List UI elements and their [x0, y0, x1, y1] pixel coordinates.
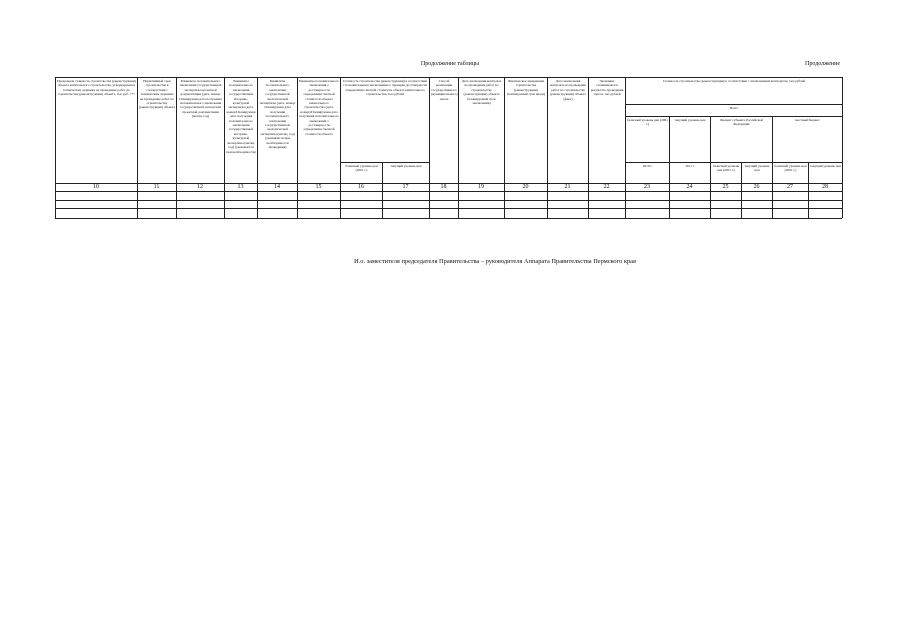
signature-line: И.о. заместителя председателя Правительства – руководителя Аппарата Правительства Пермского края — [354, 258, 636, 265]
header-state-expertise: Реквизиты положительного заключения государственной экспертизы проектной документации (дата, номер/Планируемая дата получения положительного заключения государственной экспертизы проектной документации (месяц, год) — [176, 77, 224, 183]
header-17-current-price: текущий уровень цен — [382, 162, 429, 183]
table-rule — [297, 183, 298, 218]
table-rule — [55, 208, 842, 209]
header-26-current-price: текущий уровень цен — [741, 162, 772, 183]
table-rule — [382, 183, 383, 218]
column-number: 28 — [822, 184, 828, 190]
header-historical-expertise: Реквизиты положительного заключения государственной историко-культурной экспертизы (дата, номер/Планируемая дата получения положительного заключения государственной историко-культурной экспертизы (месяц, год) (указывается при необходимости) — [224, 77, 257, 183]
table-rule — [808, 183, 809, 218]
header-contract-date-plan: Дата заключения контракта на проведение работ по строительству (реконструкции) объекта (планируемый срок заключения) — [458, 77, 504, 183]
table-rule — [588, 183, 589, 218]
header-cost-reliability: Реквизиты положительного заключения о достоверности определения сметной стоимости объекта капитального строительства (дата, номер)/Планируемая дата получения положительного заключения о достоверности определения сметной стоимости объекта — [297, 77, 340, 183]
table-rule — [504, 183, 505, 218]
table-rule — [176, 183, 177, 218]
header-23-base-price: базисный уровень цен (2001 г.) — [625, 116, 669, 162]
table-rule — [458, 183, 459, 218]
header-24-current-price: текущий уровень цен — [669, 116, 710, 162]
header-savings: Экономия, сложившаяся в результате проведения торгов, тыс.рублей — [588, 77, 625, 183]
header-contract-cost: Стоимость строительства (реконструкции) в соответствии с заключенным контрактом, тыс.рублей — [625, 77, 842, 104]
table-rule — [55, 183, 842, 184]
table-rule — [224, 183, 225, 218]
column-number: 13 — [237, 184, 244, 190]
table-rule — [340, 183, 341, 218]
table-continuation-caption: Продолжение таблицы — [420, 61, 480, 67]
table-rule — [55, 183, 56, 218]
header-normative-term: Нормативный срок строительства в соответствии с техническим заданием на проведение работ по строительству (реконструкции) объекта — [137, 77, 176, 183]
header-construction-cost: Стоимость строительства (реконструкции) в соответствии с положительным заключением о проверке достоверности определения сметной стоимости объекта капитального строительства, тыс.рублей — [340, 77, 429, 162]
column-number: 14 — [274, 184, 280, 190]
table-rule — [741, 183, 742, 218]
column-number: 22 — [603, 184, 610, 190]
table-rule — [625, 183, 626, 218]
header-25-base-price: базисный уровень цен (2001 г.) — [710, 162, 741, 183]
table-rule — [842, 77, 843, 218]
header-local-budget: местный бюджет — [772, 116, 842, 162]
header-year-2010: 2010 г. — [625, 162, 669, 183]
header-limit-cost: Предельная стоимость строительства (реконструкции) объекта капитального строительства, утвержденная в технических заданиях на проведение работ по строительству (реконструкции) объекта, тыс.руб. <*> — [55, 77, 137, 183]
column-number: 18 — [440, 184, 447, 190]
header-total: Всего — [625, 104, 842, 116]
column-number: 11 — [153, 184, 160, 190]
header-27-base-price: базисный уровень цен (2001 г.) — [772, 162, 808, 183]
column-number: 20 — [522, 184, 529, 190]
column-number: 24 — [686, 184, 693, 190]
header-contract-date-fact: Дата заключения контракта на проведение работ по строительству (реконструкции) объекта (факт) — [547, 77, 588, 183]
column-number: 12 — [197, 184, 203, 190]
table-rule — [257, 183, 258, 218]
header-order-method: Способ реализации государственного (муниципального) заказа — [429, 77, 458, 183]
column-number: 25 — [722, 184, 729, 190]
header-16-base-price: базисный уровень цен (2001 г.) — [340, 162, 382, 183]
table-rule — [710, 183, 711, 218]
column-number: 10 — [93, 184, 99, 190]
table-rule — [55, 200, 842, 201]
column-number: 19 — [478, 184, 484, 190]
header-actual-completion: Фактическое завершение строительства (реконструкции) (планируемый срок ввода) — [504, 77, 547, 183]
column-number: 23 — [644, 184, 650, 190]
header-ecological-expertise: Реквизиты положительного заключения государственной экологической экспертизы (дата, номер/Планируемая дата получения положительного заключения государственной экологической экспертизы (месяц, год) (указывается при необходимости проведения) — [257, 77, 297, 183]
table-rule — [772, 183, 773, 218]
column-number: 21 — [564, 184, 571, 190]
header-year-2011: 2011 г. — [669, 162, 710, 183]
table-rule — [429, 183, 430, 218]
header-federal-budget: Бюджет субъекта Российской Федерации — [710, 116, 772, 162]
column-number: 17 — [402, 184, 409, 190]
table-rule — [547, 183, 548, 218]
column-number: 16 — [358, 184, 364, 190]
continuation-label: Продолжение — [805, 61, 840, 67]
column-number: 27 — [787, 184, 793, 190]
table-rule — [137, 183, 138, 218]
table-rule — [55, 191, 842, 192]
column-number: 26 — [753, 184, 760, 190]
header-28-current-price: текущий уровень цен — [808, 162, 842, 183]
column-number: 15 — [315, 184, 322, 190]
table-rule — [55, 218, 842, 219]
table-rule — [669, 183, 670, 218]
